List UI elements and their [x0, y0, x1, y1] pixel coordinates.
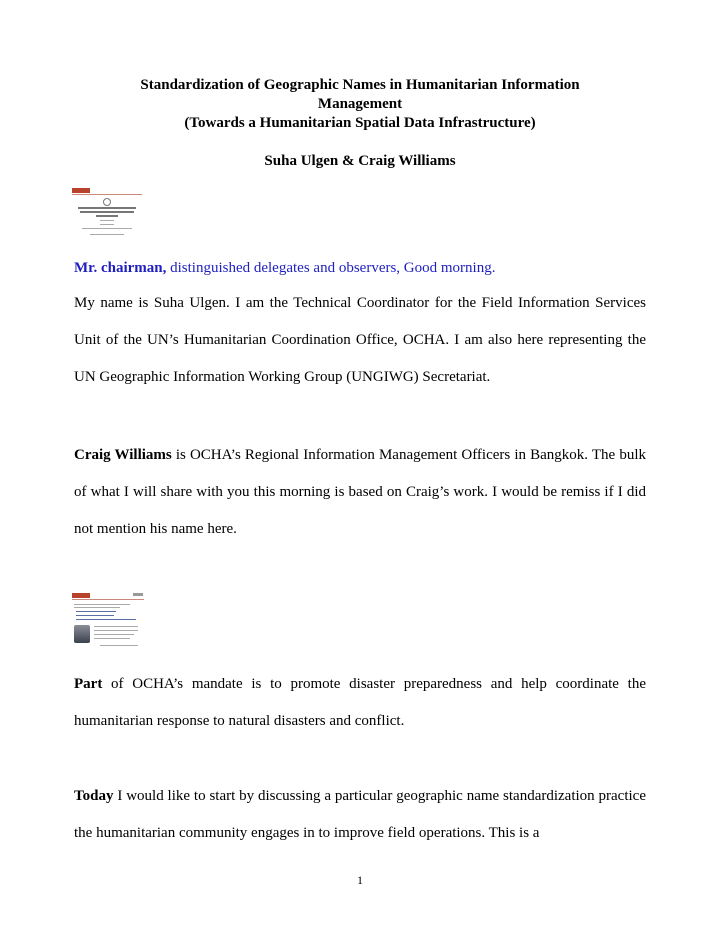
slide-logo [72, 593, 90, 598]
craig-lead: Craig Williams [74, 447, 172, 463]
part-paragraph [74, 666, 646, 740]
title-line-3: (Towards a Humanitarian Spatial Data Infrastructure) [184, 115, 536, 131]
slide-thumbnail-title [70, 186, 144, 242]
un-emblem-icon [103, 198, 111, 206]
ocha-logo [133, 593, 143, 596]
greeting-rest: distinguished delegates and observers, Good morning. [166, 260, 496, 276]
part-rest: of OCHA’s mandate is to promote disaster preparedness and help coordinate the humanitarian response to natural disasters and conflict. [74, 676, 646, 729]
title-line-2: Management [317, 96, 403, 112]
slide-thumbnail-ocha [70, 591, 146, 649]
intro-paragraph: My name is Suha Ulgen. I am the Technical Coordinator for the Field Information Services Unit of the UN’s Humanitarian Coordination Office, OCHA. I am also here representing the UN Geographic Information Working Group (UNGIWG) Secretariat. [74, 295, 646, 385]
title-line-1: Standardization of Geographic Names in Humanitarian Information [140, 77, 580, 93]
today-rest: I would like to start by discussing a particular geographic name standardization practice the humanitarian community engages in to improve field operations. This is a [74, 788, 646, 841]
part-lead: Part [74, 676, 103, 692]
today-lead: Today [74, 788, 114, 804]
today-paragraph [74, 778, 646, 852]
greeting-lead: Mr. chairman, [74, 260, 167, 276]
craig-rest: is OCHA’s Regional Information Management Officers in Bangkok. The bulk of what I will share with you this morning is based on Craig’s work. I would be remiss if I did not mention his name here. [74, 447, 646, 537]
authors: Suha Ulgen & Craig Williams [264, 153, 456, 169]
person-photo [74, 625, 90, 643]
craig-paragraph [74, 437, 646, 548]
slide-logo [72, 188, 90, 193]
document-title [74, 76, 646, 133]
page-number: 1 [357, 873, 363, 887]
greeting-paragraph [74, 260, 646, 277]
